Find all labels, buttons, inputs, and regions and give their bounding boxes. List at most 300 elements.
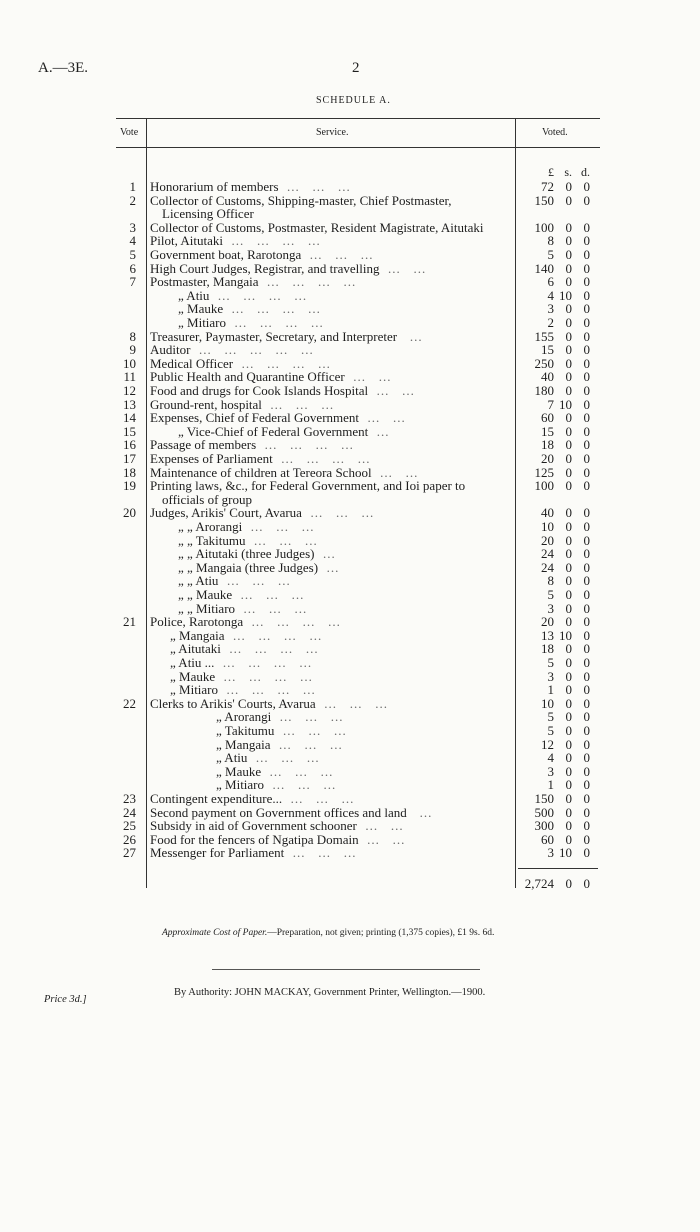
amount-pence: 0 xyxy=(583,383,590,398)
amount-shillings: 0 xyxy=(565,423,572,439)
amount-shillings: 0 xyxy=(565,342,572,358)
service-description xyxy=(150,234,321,248)
service-text: „ „ Atiu xyxy=(178,573,219,589)
service-description xyxy=(170,656,312,670)
service-description xyxy=(150,194,452,208)
amount-pence: 0 xyxy=(583,791,590,806)
service-text: Honorarium of members xyxy=(150,179,279,194)
leader-dots: ... ... ... ... ... xyxy=(190,342,314,358)
amount-shillings: 0 xyxy=(565,301,572,317)
service-description xyxy=(150,275,356,289)
amount-pence: 0 xyxy=(583,423,590,439)
amount-shillings: 0 xyxy=(565,546,572,562)
leader-dots: ... ... xyxy=(356,818,404,834)
amount-shillings: 0 xyxy=(565,260,572,276)
amount-pounds: 20 xyxy=(541,451,554,466)
service-description xyxy=(150,452,371,466)
table-row xyxy=(0,615,700,629)
page-reference: A.—3E. xyxy=(38,60,88,76)
leader-dots: ... ... ... ... xyxy=(258,274,357,290)
leader-dots: ... ... xyxy=(344,369,392,385)
vote-number: 23 xyxy=(123,791,136,806)
amount-pence: 0 xyxy=(583,410,590,426)
vote-number: 17 xyxy=(123,451,136,466)
amount-pence: 0 xyxy=(583,777,590,793)
vote-number: 25 xyxy=(123,818,136,834)
amount-pounds: 5 xyxy=(547,247,554,262)
leader-dots: ... ... ... xyxy=(247,750,320,766)
leader-dots: ... ... ... xyxy=(270,736,343,752)
table-row xyxy=(0,561,700,575)
amount-shillings: 0 xyxy=(565,709,572,725)
amount-pounds: 12 xyxy=(541,736,554,752)
amount-shillings: 0 xyxy=(565,587,572,602)
service-text: Treasurer, Paymaster, Secretary, and Interpreter xyxy=(150,328,398,344)
leader-dots: ... ... ... xyxy=(271,709,344,725)
leader-dots: ... ... ... xyxy=(282,791,355,806)
service-text: Auditor xyxy=(150,342,191,358)
service-description xyxy=(150,248,374,262)
table-row xyxy=(0,425,700,439)
vote-number: 1 xyxy=(129,179,136,194)
table-row xyxy=(0,765,700,779)
table-row xyxy=(0,384,700,398)
service-text: „ „ Takitumu xyxy=(178,532,246,548)
amount-pounds: 3 xyxy=(547,763,554,779)
amount-pence: 0 xyxy=(583,641,590,657)
table-row xyxy=(0,778,700,792)
amount-shillings: 0 xyxy=(565,478,572,494)
service-text: Police, Rarotonga xyxy=(150,614,244,630)
amount-shillings: 0 xyxy=(565,505,572,521)
table-row xyxy=(0,506,700,520)
amount-pounds: 125 xyxy=(534,464,554,480)
amount-pence: 0 xyxy=(583,600,590,616)
amount-pence: 0 xyxy=(583,804,590,820)
table-row xyxy=(0,398,700,412)
service-text: „ Atiu ... xyxy=(170,655,215,670)
amount-shillings: 10 xyxy=(559,287,572,303)
table-row xyxy=(0,343,700,357)
service-description xyxy=(178,547,336,561)
leader-dots: ... ... xyxy=(358,831,406,847)
service-text: „ Mauke xyxy=(178,301,224,317)
schedule-title: SCHEDULE A. xyxy=(316,95,391,106)
service-text: „ Vice-Chief of Federal Government xyxy=(178,423,369,439)
service-description xyxy=(216,751,320,765)
amount-pounds: 5 xyxy=(547,709,554,725)
printer-authority: By Authority: JOHN MACKAY, Government Printer, Wellington.—1900. xyxy=(174,987,486,998)
service-text: „ Mauke xyxy=(216,763,262,779)
service-description xyxy=(170,629,322,643)
leader-dots: ... ... ... xyxy=(261,396,335,412)
amount-shillings: 0 xyxy=(565,437,572,453)
service-description xyxy=(150,833,405,847)
amount-pence: 0 xyxy=(583,845,590,861)
table-row xyxy=(0,656,700,670)
table-row xyxy=(0,221,700,235)
amount-pounds: 140 xyxy=(534,260,554,276)
leader-dots: ... xyxy=(368,423,390,439)
approximate-cost-note xyxy=(162,928,494,938)
service-text: officials of group xyxy=(162,491,253,507)
vote-number: 13 xyxy=(123,396,136,412)
amount-pence: 0 xyxy=(583,233,590,249)
approximate-cost-label: Approximate Cost of Paper. xyxy=(162,928,268,938)
amount-pence: 0 xyxy=(583,736,590,752)
leader-dots: ... ... xyxy=(379,260,427,276)
table-row xyxy=(0,738,700,752)
service-text: „ Takitumu xyxy=(216,723,275,738)
amount-pounds: 40 xyxy=(541,505,554,521)
service-description xyxy=(150,180,351,194)
service-text: „ Mangaia xyxy=(216,736,271,752)
service-text: „ „ Mauke xyxy=(178,587,233,602)
table-row xyxy=(0,574,700,588)
amount-pounds: 3 xyxy=(547,668,554,684)
service-description xyxy=(216,724,347,738)
amount-shillings: 0 xyxy=(565,532,572,548)
table-row xyxy=(0,493,700,507)
amount-pounds: 10 xyxy=(541,695,554,711)
amount-shillings: 0 xyxy=(565,410,572,426)
amount-pence: 0 xyxy=(583,505,590,521)
amount-shillings: 0 xyxy=(565,682,572,698)
amount-shillings: 0 xyxy=(565,641,572,657)
table-row xyxy=(0,629,700,643)
table-row xyxy=(0,316,700,330)
service-text: Expenses, Chief of Federal Government xyxy=(150,410,360,426)
amount-shillings: 0 xyxy=(565,219,572,235)
vote-number: 24 xyxy=(123,804,136,820)
leader-dots: ... ... ... ... xyxy=(215,668,313,684)
leader-dots: ... ... ... ... xyxy=(209,287,308,303)
table-row xyxy=(0,411,700,425)
amount-shillings: 0 xyxy=(565,328,572,344)
amount-pence: 0 xyxy=(583,192,590,208)
service-description xyxy=(150,697,388,711)
amount-pence: 0 xyxy=(583,818,590,834)
vote-number: 16 xyxy=(123,437,136,453)
leader-dots: ... ... ... xyxy=(261,763,334,779)
service-text: „ Mitiaro xyxy=(178,315,227,330)
table-row xyxy=(0,724,700,738)
amount-pounds: 5 xyxy=(547,587,554,602)
table-row xyxy=(0,670,700,684)
amount-pence: 0 xyxy=(583,342,590,358)
service-description xyxy=(150,438,354,452)
footer-rule xyxy=(212,969,480,970)
service-description xyxy=(150,479,465,493)
amount-pence: 0 xyxy=(583,437,590,453)
amount-pounds: 180 xyxy=(534,383,554,398)
table-row xyxy=(0,479,700,493)
amount-pence: 0 xyxy=(583,247,590,262)
amount-pounds: 5 xyxy=(547,655,554,670)
amount-shillings: 0 xyxy=(565,655,572,670)
service-text: „ Mauke xyxy=(170,668,216,684)
service-description xyxy=(178,520,315,534)
amount-pence: 0 xyxy=(583,451,590,466)
amount-pounds: 40 xyxy=(541,369,554,385)
amount-pounds: 150 xyxy=(534,192,554,208)
service-text: Clerks to Arikis' Courts, Avarua xyxy=(150,695,316,711)
leader-dots: ... ... ... ... xyxy=(256,437,354,453)
leader-dots: ... ... ... ... xyxy=(272,451,371,466)
total-shillings: 0 xyxy=(565,876,572,891)
table-row xyxy=(0,588,700,602)
amount-shillings: 0 xyxy=(565,668,572,684)
amount-pounds: 18 xyxy=(541,437,554,453)
table-row xyxy=(0,547,700,561)
service-text: „ Aitutaki xyxy=(170,641,221,657)
total-rule xyxy=(518,868,598,869)
amount-shillings: 0 xyxy=(565,247,572,262)
price-note: Price 3d.] xyxy=(44,994,87,1005)
leader-dots: ... ... ... ... xyxy=(220,641,319,657)
amount-shillings: 0 xyxy=(565,723,572,738)
leader-dots: ... ... ... xyxy=(301,247,374,262)
service-description xyxy=(178,561,339,575)
table-row xyxy=(0,370,700,384)
amount-pence: 0 xyxy=(583,763,590,779)
amount-pence: 0 xyxy=(583,573,590,589)
service-text: Messenger for Parliament xyxy=(150,845,285,861)
leader-dots: ... ... ... xyxy=(218,573,291,589)
service-description xyxy=(216,765,333,779)
table-row xyxy=(0,683,700,697)
amount-pence: 0 xyxy=(583,546,590,562)
service-text: „ Atiu xyxy=(216,750,248,766)
service-description xyxy=(150,792,354,806)
service-text: Food and drugs for Cook Islands Hospital xyxy=(150,383,369,398)
amount-pence: 0 xyxy=(583,655,590,670)
amount-pounds: 15 xyxy=(541,423,554,439)
service-text: Pilot, Aitutaki xyxy=(150,233,223,249)
service-text: „ Arorangi xyxy=(216,709,272,725)
service-description xyxy=(162,207,254,221)
table-row xyxy=(0,697,700,711)
amount-pence: 0 xyxy=(583,682,590,698)
header-voted: Voted. xyxy=(542,127,568,138)
table-row xyxy=(0,330,700,344)
leader-dots: ... ... ... xyxy=(284,845,357,861)
service-description xyxy=(150,819,404,833)
amount-pence: 0 xyxy=(583,260,590,276)
service-text: Expenses of Parliament xyxy=(150,451,273,466)
service-description xyxy=(178,302,321,316)
service-text: Medical Officer xyxy=(150,355,234,371)
service-description xyxy=(150,506,374,520)
service-description xyxy=(178,574,291,588)
leader-dots: ... ... ... xyxy=(264,777,337,793)
amount-pence: 0 xyxy=(583,355,590,371)
service-text: Passage of members xyxy=(150,437,257,453)
service-description xyxy=(150,262,426,276)
vote-number: 27 xyxy=(123,845,136,861)
amount-pence: 0 xyxy=(583,559,590,575)
vote-number: 21 xyxy=(123,614,136,630)
table-row xyxy=(0,180,700,194)
vote-number: 22 xyxy=(123,695,136,711)
approximate-cost-text: —Preparation, not given; printing (1,375 copies), £1 9s. 6d. xyxy=(267,928,495,938)
leader-dots: ... xyxy=(397,328,423,344)
vote-number: 7 xyxy=(129,274,136,290)
amount-shillings: 0 xyxy=(565,573,572,589)
leader-dots: ... ... ... xyxy=(315,695,388,711)
table-row xyxy=(0,846,700,860)
leader-dots: ... ... ... xyxy=(232,587,305,602)
table-row xyxy=(0,534,700,548)
service-text: Printing laws, &c., for Federal Government, and Ioi paper to xyxy=(150,478,466,494)
amount-pounds: 3 xyxy=(547,301,554,317)
total-pence: 0 xyxy=(583,876,590,891)
service-description xyxy=(150,221,483,235)
service-text: Second payment on Government offices and land xyxy=(150,804,407,820)
page-number: 2 xyxy=(352,60,360,76)
amount-pounds: 1 xyxy=(547,777,554,793)
amount-pence: 0 xyxy=(583,587,590,602)
service-text: „ Mangaia xyxy=(170,627,225,643)
table-row xyxy=(0,234,700,248)
amount-pounds: 60 xyxy=(541,410,554,426)
amount-pounds: 8 xyxy=(547,573,554,589)
vote-number: 5 xyxy=(129,247,136,262)
amount-pounds: 20 xyxy=(541,532,554,548)
table-row xyxy=(0,207,700,221)
amount-pence: 0 xyxy=(583,315,590,330)
vote-number: 12 xyxy=(123,383,136,398)
amount-pence: 0 xyxy=(583,274,590,290)
amount-pounds: 72 xyxy=(541,179,554,194)
table-row xyxy=(0,819,700,833)
service-description xyxy=(170,670,313,684)
leader-dots: ... ... ... ... xyxy=(218,682,316,698)
table-row xyxy=(0,438,700,452)
service-text: Contingent expenditure... xyxy=(150,791,283,806)
vote-number: 6 xyxy=(129,260,136,276)
amount-pence: 0 xyxy=(583,287,590,303)
amount-pence: 0 xyxy=(583,219,590,235)
amount-shillings: 10 xyxy=(559,396,572,412)
service-description xyxy=(178,602,307,616)
amount-pounds: 100 xyxy=(534,478,554,494)
amount-pounds: 2 xyxy=(547,315,554,330)
service-text: High Court Judges, Registrar, and travelling xyxy=(150,260,380,276)
leader-dots: ... xyxy=(318,559,340,575)
leader-dots: ... xyxy=(406,804,433,820)
service-description xyxy=(150,846,357,860)
leader-dots: ... ... ... ... xyxy=(224,627,323,643)
service-text: Judges, Arikis' Court, Avarua xyxy=(150,505,302,521)
service-text: Government boat, Rarotonga xyxy=(150,247,302,262)
amount-pounds: 4 xyxy=(547,287,554,303)
amount-pence: 0 xyxy=(583,750,590,766)
service-description xyxy=(178,588,304,602)
amount-shillings: 0 xyxy=(565,736,572,752)
service-description xyxy=(150,806,432,820)
service-description xyxy=(178,425,390,439)
amount-shillings: 0 xyxy=(565,831,572,847)
amount-shillings: 0 xyxy=(565,600,572,616)
table-row xyxy=(0,833,700,847)
amount-shillings: 0 xyxy=(565,695,572,711)
leader-dots: ... ... xyxy=(359,410,406,426)
amount-pounds: 13 xyxy=(541,627,554,643)
service-description xyxy=(178,316,324,330)
amount-shillings: 10 xyxy=(559,627,572,643)
amount-pounds: 1 xyxy=(547,682,554,698)
vote-number: 20 xyxy=(123,505,136,521)
table-row xyxy=(0,466,700,480)
amount-shillings: 0 xyxy=(565,464,572,480)
amount-shillings: 0 xyxy=(565,519,572,534)
service-description xyxy=(150,330,423,344)
service-description xyxy=(216,710,343,724)
service-text: Postmaster, Mangaia xyxy=(150,274,259,290)
amount-pounds: 500 xyxy=(534,804,554,820)
table-row xyxy=(0,452,700,466)
leader-dots: ... ... ... ... xyxy=(214,655,313,670)
amount-pounds: 20 xyxy=(541,614,554,630)
service-description xyxy=(178,534,318,548)
vote-number: 15 xyxy=(123,423,136,439)
leader-dots: ... ... ... ... xyxy=(233,355,331,371)
amount-shillings: 0 xyxy=(565,233,572,249)
amount-pence: 0 xyxy=(583,328,590,344)
amount-shillings: 0 xyxy=(565,804,572,820)
amount-shillings: 0 xyxy=(565,383,572,398)
amount-shillings: 0 xyxy=(565,355,572,371)
vote-number: 4 xyxy=(129,233,136,249)
amount-pence: 0 xyxy=(583,723,590,738)
service-description xyxy=(150,411,406,425)
amount-pounds: 7 xyxy=(547,396,554,412)
table-top-rule xyxy=(116,118,600,119)
service-text: „ „ Mangaia (three Judges) xyxy=(178,559,319,575)
amount-pounds: 60 xyxy=(541,831,554,847)
service-description xyxy=(150,615,341,629)
leader-dots: ... ... ... ... xyxy=(226,315,324,330)
service-text: „ Atiu xyxy=(178,287,210,303)
amount-pounds: 3 xyxy=(547,845,554,861)
table-row xyxy=(0,520,700,534)
amount-pence: 0 xyxy=(583,179,590,194)
amount-pounds: 8 xyxy=(547,233,554,249)
leader-dots: ... ... ... ... xyxy=(243,614,341,630)
service-description xyxy=(150,384,415,398)
leader-dots: ... ... xyxy=(371,464,419,480)
amount-pounds: 5 xyxy=(547,723,554,738)
amount-pounds: 15 xyxy=(541,342,554,358)
table-row xyxy=(0,642,700,656)
amount-pence: 0 xyxy=(583,464,590,480)
vote-number: 19 xyxy=(123,478,136,494)
vote-number: 9 xyxy=(129,342,136,358)
amount-shillings: 0 xyxy=(565,192,572,208)
service-description xyxy=(150,370,391,384)
service-text: Maintenance of children at Tereora School xyxy=(150,464,372,480)
table-row xyxy=(0,262,700,276)
leader-dots: ... ... ... xyxy=(274,723,347,738)
table-row xyxy=(0,302,700,316)
leader-dots: ... ... ... xyxy=(235,600,308,616)
amount-shillings: 0 xyxy=(565,818,572,834)
amount-pounds: 3 xyxy=(547,600,554,616)
leader-dots: ... ... ... ... xyxy=(223,301,321,317)
table-row xyxy=(0,289,700,303)
vote-number: 11 xyxy=(123,369,136,385)
